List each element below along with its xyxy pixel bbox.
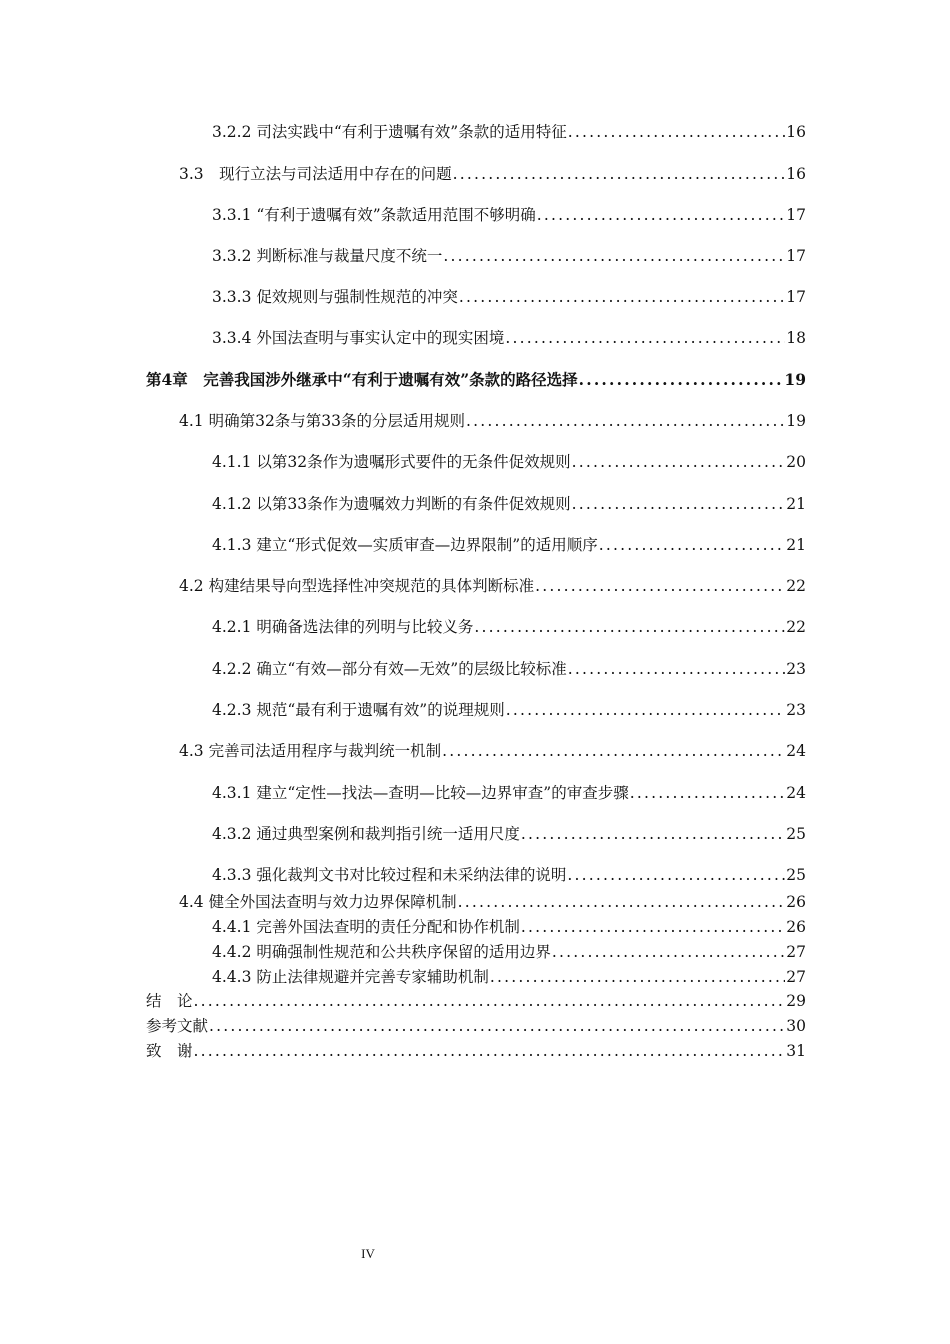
toc-entry-4-1[interactable] <box>146 409 806 431</box>
toc-label: 4.3.1 建立“定性—找法—查明—比较—边界审查”的审查步骤 <box>212 784 629 802</box>
toc-page: 29 <box>786 992 806 1010</box>
toc-leader <box>194 1042 786 1060</box>
toc-leader <box>535 577 785 595</box>
toc-entry-4-4[interactable] <box>146 890 806 912</box>
page-number-footer: IV <box>361 1246 375 1261</box>
toc-entry-4-3-3[interactable] <box>146 863 806 885</box>
toc-label: 4.1.2 以第33条作为遗嘱效力判断的有条件促效规则 <box>212 495 571 513</box>
toc-entry-4-2-3[interactable] <box>146 698 806 720</box>
toc-leader <box>568 123 786 141</box>
toc-label: 4.3.3 强化裁判文书对比较过程和未采纳法律的说明 <box>212 866 567 884</box>
toc-label: 3.3.1 “有利于遗嘱有效”条款适用范围不够明确 <box>212 206 536 224</box>
toc-page: 27 <box>786 968 806 986</box>
toc-label: 3.2.2 司法实践中“有利于遗嘱有效”条款的适用特征 <box>212 123 567 141</box>
toc-label: 3.3.2 判断标准与裁量尺度不统一 <box>212 247 443 265</box>
toc-leader <box>453 165 786 183</box>
toc-entry-3-3-2[interactable] <box>146 244 806 266</box>
toc-label: 3.3 现行立法与司法适用中存在的问题 <box>179 165 452 183</box>
toc-entry-4-1-3[interactable] <box>146 533 806 555</box>
toc-label: 4.4 健全外国法查明与效力边界保障机制 <box>179 893 457 911</box>
toc-entry-4-2-2[interactable] <box>146 657 806 679</box>
toc-leader <box>572 453 786 471</box>
toc-page: 19 <box>786 412 806 430</box>
toc-leader <box>630 784 786 802</box>
toc-label: 4.2 构建结果导向型选择性冲突规范的具体判断标准 <box>179 577 535 595</box>
toc-leader <box>506 701 786 719</box>
toc-entry-acknowledgements[interactable] <box>146 1039 806 1061</box>
toc-page: 24 <box>786 742 806 760</box>
toc-leader <box>459 288 785 306</box>
toc-entry-3-3-1[interactable] <box>146 203 806 225</box>
toc-leader <box>474 618 785 636</box>
toc-page: 16 <box>786 123 806 141</box>
toc-leader <box>442 742 785 760</box>
toc-page: 30 <box>786 1017 806 1035</box>
toc-leader <box>599 536 786 554</box>
toc-leader <box>537 206 786 224</box>
toc-page: 26 <box>786 893 806 911</box>
toc-entry-4-2[interactable] <box>146 574 806 596</box>
toc-entry-4-3-2[interactable] <box>146 822 806 844</box>
toc-leader <box>458 893 786 911</box>
toc-leader <box>572 495 786 513</box>
toc-entry-3-3-3[interactable] <box>146 285 806 307</box>
toc-page: 26 <box>786 918 806 936</box>
toc-entry-4-4-3[interactable] <box>146 965 806 987</box>
toc-page: 21 <box>786 536 806 554</box>
toc-entry-4-3-1[interactable] <box>146 781 806 803</box>
toc-label: 4.4.2 明确强制性规范和公共秩序保留的适用边界 <box>212 943 551 961</box>
toc-page: 31 <box>786 1042 806 1060</box>
toc-leader <box>567 866 785 884</box>
toc-entry-4-1-1[interactable] <box>146 450 806 472</box>
toc-leader <box>579 370 784 389</box>
toc-label: 参考文献 <box>146 1017 209 1035</box>
toc-leader <box>568 660 786 678</box>
toc-leader <box>443 247 785 265</box>
toc-entry-conclusion[interactable] <box>146 989 806 1011</box>
toc-entry-4-1-2[interactable] <box>146 492 806 514</box>
toc-entry-4-4-2[interactable] <box>146 940 806 962</box>
toc-page: 22 <box>786 618 806 636</box>
toc-page: 18 <box>786 329 806 347</box>
toc-leader <box>521 918 785 936</box>
toc-entry-references[interactable] <box>146 1014 806 1036</box>
toc-label: 4.3 完善司法适用程序与裁判统一机制 <box>179 742 442 760</box>
toc-leader <box>552 943 785 961</box>
toc-page: 25 <box>786 825 806 843</box>
toc-label: 4.2.3 规范“最有利于遗嘱有效”的说理规则 <box>212 701 505 719</box>
toc-entry-3-3-4[interactable] <box>146 326 806 348</box>
toc-entry-4-4-1[interactable] <box>146 915 806 937</box>
toc-page: 21 <box>786 495 806 513</box>
toc-label: 结 论 <box>146 992 193 1010</box>
toc-leader <box>490 968 785 986</box>
toc-page: 27 <box>786 943 806 961</box>
toc-leader <box>505 329 785 347</box>
toc-page: 17 <box>786 247 806 265</box>
toc-label: 4.3.2 通过典型案例和裁判指引统一适用尺度 <box>212 825 520 843</box>
toc-label: 第4章 完善我国涉外继承中“有利于遗嘱有效”条款的路径选择 <box>146 370 578 389</box>
toc-page: 17 <box>786 288 806 306</box>
toc-label: 3.3.3 促效规则与强制性规范的冲突 <box>212 288 458 306</box>
toc-label: 4.1.1 以第32条作为遗嘱形式要件的无条件促效规则 <box>212 453 571 471</box>
toc-leader <box>466 412 785 430</box>
toc-page: 16 <box>786 165 806 183</box>
toc-leader <box>521 825 785 843</box>
toc-label: 4.4.3 防止法律规避并完善专家辅助机制 <box>212 968 489 986</box>
toc-label: 4.1 明确第32条与第33条的分层适用规则 <box>179 412 466 430</box>
toc-page: 19 <box>784 370 806 389</box>
toc-label: 致 谢 <box>146 1042 193 1060</box>
toc-page: 20 <box>786 453 806 471</box>
toc-label: 4.2.2 确立“有效—部分有效—无效”的层级比较标准 <box>212 660 567 678</box>
toc-entry-chapter-4[interactable] <box>146 368 806 390</box>
toc-entry-3-3[interactable] <box>146 162 806 184</box>
toc-page: 17 <box>786 206 806 224</box>
toc-label: 4.4.1 完善外国法查明的责任分配和协作机制 <box>212 918 520 936</box>
toc-page: 23 <box>786 701 806 719</box>
toc-page: 24 <box>786 784 806 802</box>
toc-page: 23 <box>786 660 806 678</box>
toc-page: 25 <box>786 866 806 884</box>
toc-label: 3.3.4 外国法查明与事实认定中的现实困境 <box>212 329 505 347</box>
toc-entry-4-3[interactable] <box>146 739 806 761</box>
toc-label: 4.1.3 建立“形式促效—实质审查—边界限制”的适用顺序 <box>212 536 598 554</box>
toc-entry-4-2-1[interactable] <box>146 615 806 637</box>
toc-leader <box>209 1017 785 1035</box>
toc-label: 4.2.1 明确备选法律的列明与比较义务 <box>212 618 474 636</box>
toc-entry-3-2-2[interactable] <box>146 120 806 142</box>
toc-leader <box>194 992 786 1010</box>
toc-page: 22 <box>786 577 806 595</box>
